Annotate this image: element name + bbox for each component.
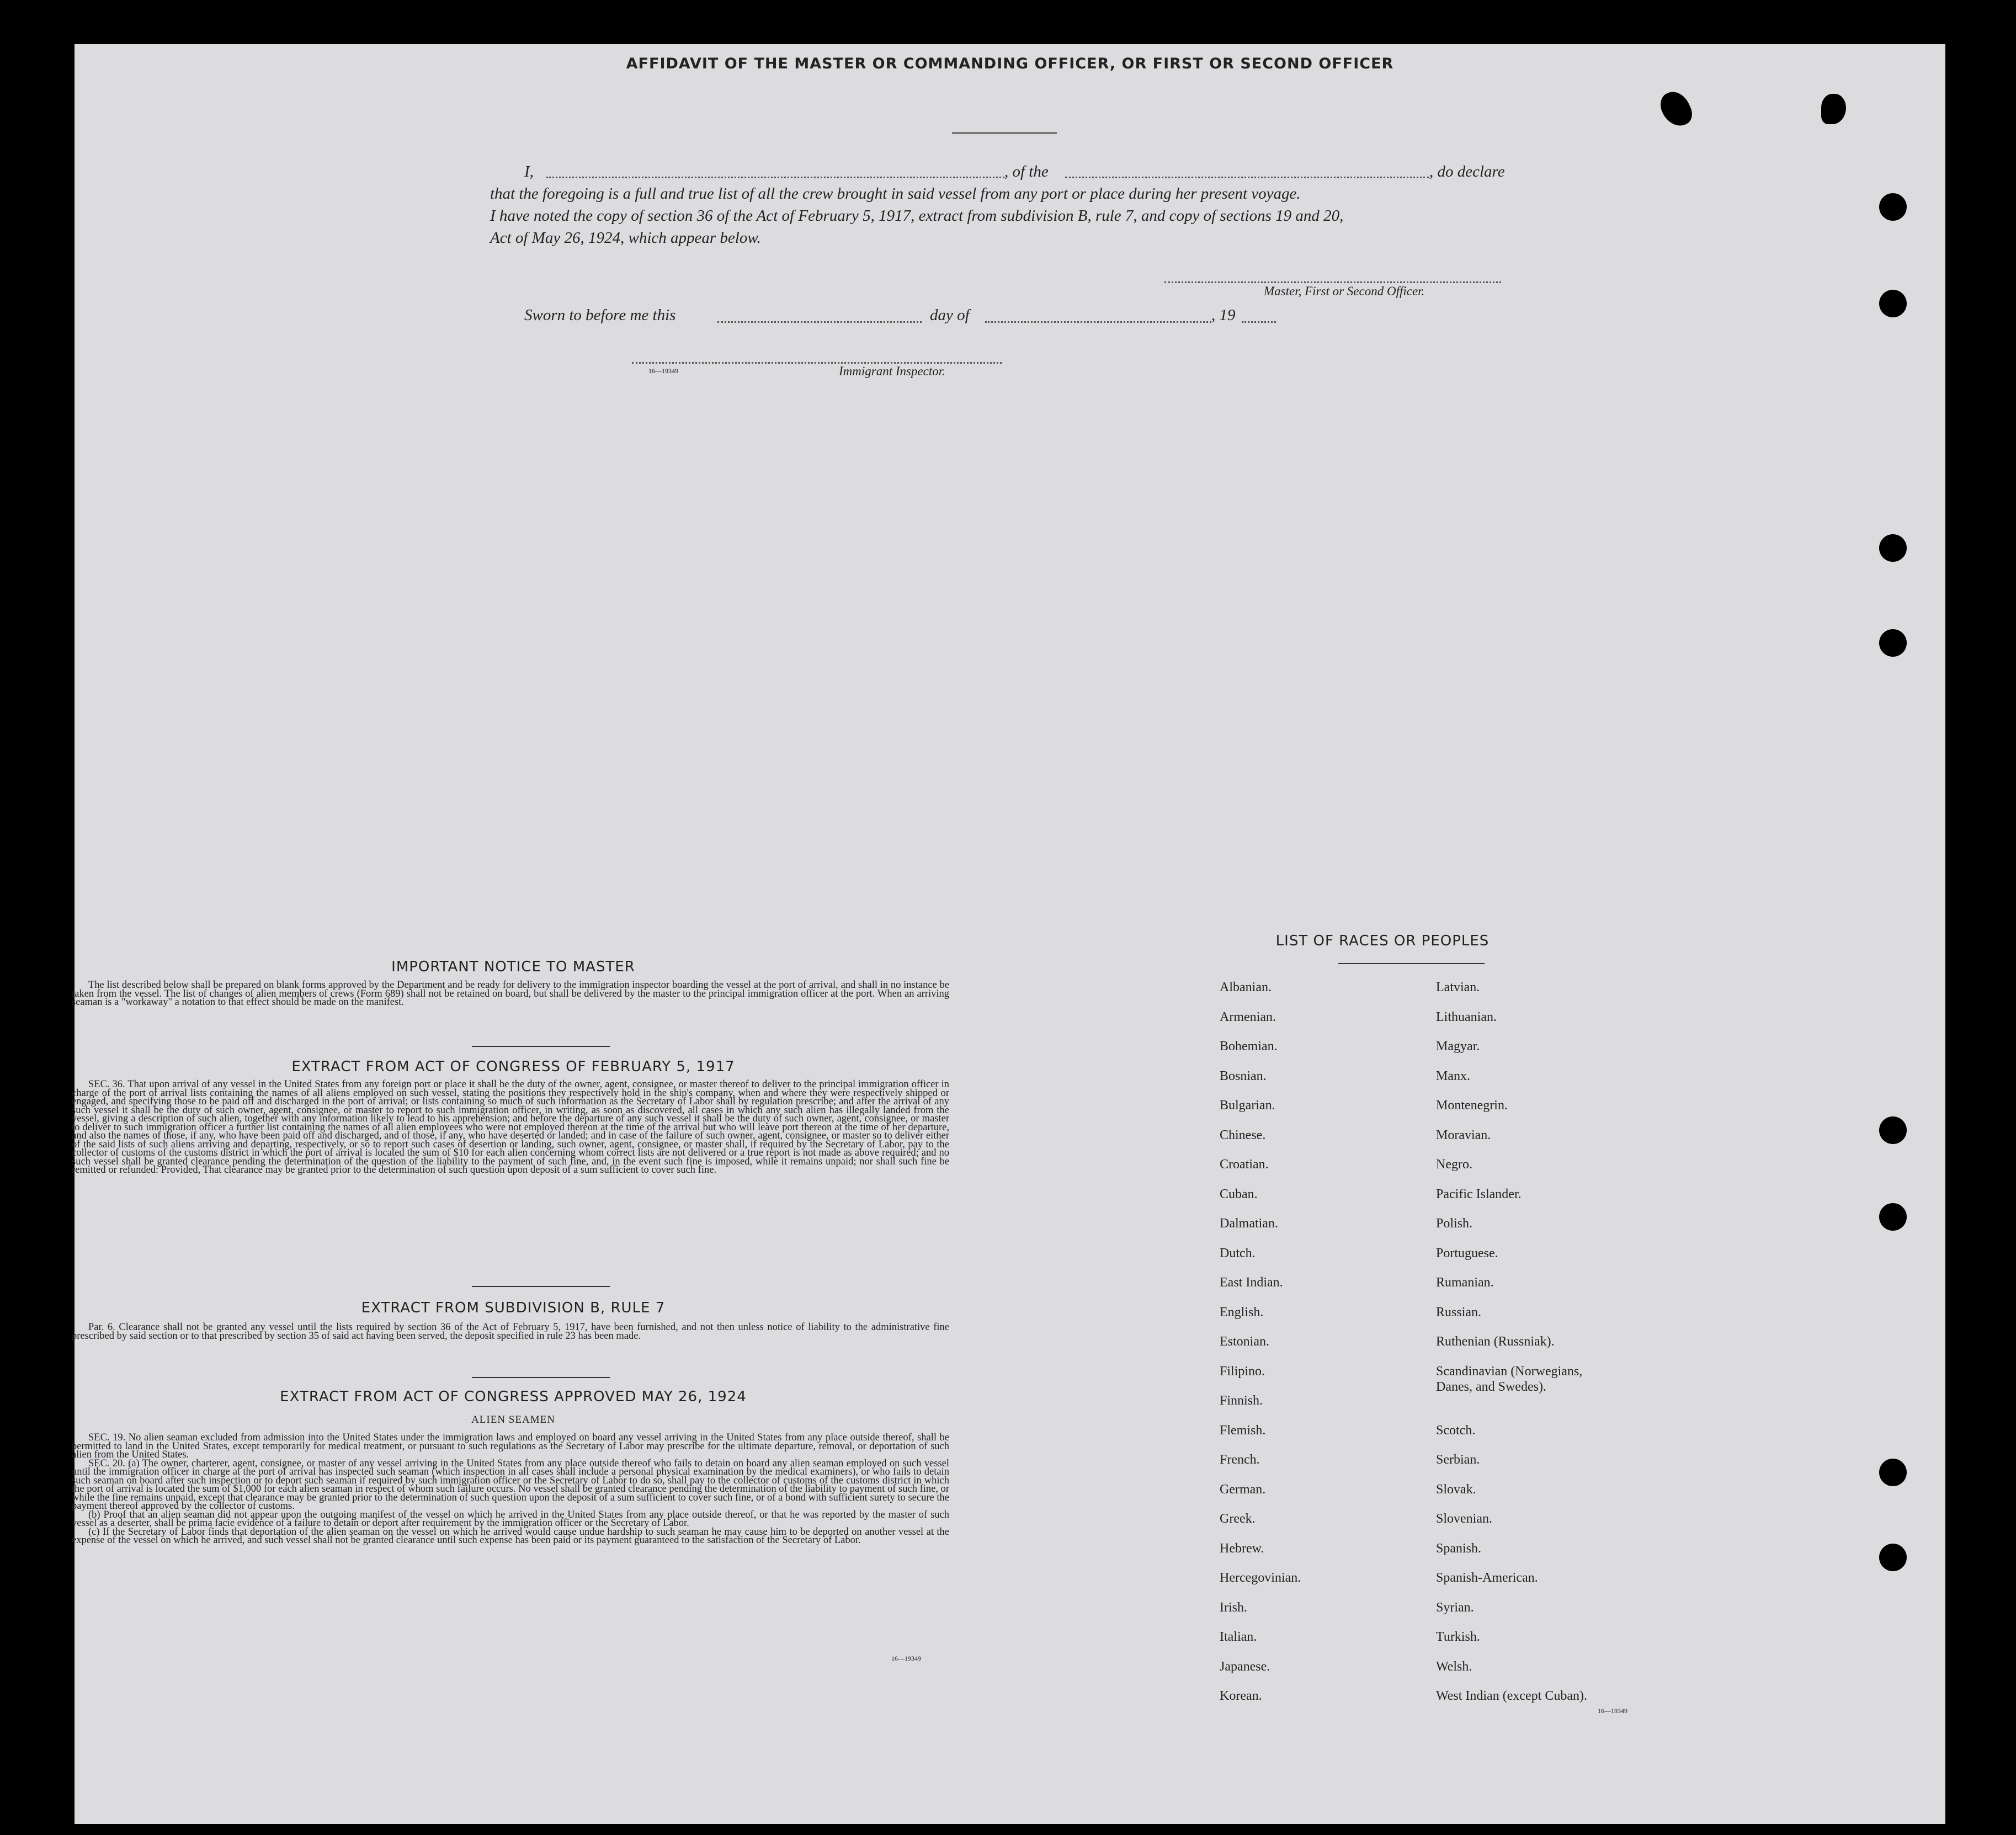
affidavit-do-declare: , do declare: [1429, 163, 1505, 180]
section-divider: [472, 1377, 610, 1378]
race-item: Magyar.: [1436, 1039, 1480, 1054]
affidavit-line-2: that the foregoing is a full and true list of all the crew brought in said vessel from any port or place during her present voyage.: [490, 185, 1301, 203]
race-item: Turkish.: [1436, 1630, 1480, 1644]
race-item: Bulgarian.: [1220, 1098, 1275, 1113]
race-item: Cuban.: [1220, 1187, 1258, 1201]
extract-1917-text: [72, 1081, 949, 1175]
race-item: Dutch.: [1220, 1246, 1256, 1260]
race-item: Moravian.: [1436, 1127, 1491, 1142]
race-item: Russian.: [1436, 1305, 1482, 1320]
punch-hole: [1879, 629, 1907, 657]
inspector-signature-line[interactable]: [632, 362, 1002, 364]
race-item: Flemish.: [1220, 1423, 1266, 1438]
section-divider: [472, 1046, 610, 1047]
notice-paragraph: The list described below shall be prepared on blank forms approved by the Department and be ready for delivery to the immigration inspector boarding the vessel at the port of arrival, and shall in no instance be taken from the vessel. The list of changes of alien members of crews (Form 689) shall not be retained on board, but shall be delivered by the master to the principal immigration officer at the port. When an arriving seaman is a "workaway" a notation to that effect should be made on the manifest.: [72, 980, 949, 1008]
sworn-year-field[interactable]: [1242, 321, 1276, 323]
par-6-paragraph: Par. 6. Clearance shall not be granted any vessel until the lists required by section 36 of the Act of February 5, 1917, have been furnished, and not then unless notice of liability to the administrative fine prescribed by said section or to that prescribed by section 35 of said act having been served, the deposit specified in rule 23 has been made.: [72, 1322, 949, 1342]
race-item: Welsh.: [1436, 1659, 1472, 1674]
race-item: Latvian.: [1436, 980, 1480, 994]
sworn-label: Sworn to before me this: [524, 306, 676, 324]
extract-1924-text: [72, 1434, 949, 1545]
race-item: Pacific Islander.: [1436, 1187, 1522, 1201]
affidavit-line-4: Act of May 26, 1924, which appear below.: [490, 229, 761, 247]
race-item: English.: [1220, 1305, 1264, 1320]
sworn-day-field[interactable]: [717, 321, 922, 323]
race-item: Lithuanian.: [1436, 1009, 1497, 1024]
notice-text: [72, 981, 949, 1007]
race-item: Finnish.: [1220, 1393, 1263, 1408]
title-divider: [952, 132, 1057, 134]
race-item: Slovak.: [1436, 1482, 1476, 1497]
race-item: Manx.: [1436, 1068, 1470, 1083]
race-item: Armenian.: [1220, 1009, 1276, 1024]
sec-19-paragraph: SEC. 19. No alien seaman excluded from admission into the United States under the immigration laws and employed on board any vessel arriving in the United States from any place outside thereof, shall be permitted to land in the United States, except temporarily for medical treatment, or pursuant to such regulations as the Secretary of Labor may prescribe for the ultimate departure, removal, or deportation of such alien from the United States.: [72, 1432, 949, 1460]
race-item: Serbian.: [1436, 1453, 1480, 1467]
punch-hole: [1879, 193, 1907, 221]
sec-20a-paragraph: SEC. 20. (a) The owner, charterer, agent, consignee, or master of any vessel arriving in the United States from any place outside thereof who fails to detain on board any alien seaman employed on such vessel until the immigration officer in charge at the port of arrival has inspected such seaman (which inspection in all cases shall include a personal physical examination by the medical examiners), or who fails to detain such seaman on board after such inspection or to deport such seaman if required by such immigration officer or the Secretary of Labor to do so, shall pay to the collector of customs of the customs district in which the port of arrival is located the sum of $1,000 for each alien seaman in respect of whom such failure occurs. No vessel shall be granted clearance pending the determination of the liability to payment of such fine, or while the fine remains unpaid, except that clearance may be granted prior to the determination of such question upon the deposit of a sum sufficient to cover such fine, or of a bond with sufficient surety to secure the payment thereof approved by the collector of customs.: [72, 1458, 949, 1512]
signature-caption: Master, First or Second Officer.: [1264, 284, 1425, 298]
race-item: Slovenian.: [1436, 1512, 1492, 1526]
race-item: Negro.: [1436, 1157, 1472, 1172]
race-item: Polish.: [1436, 1216, 1473, 1231]
race-item: Montenegrin.: [1436, 1098, 1508, 1113]
races-divider: [1338, 963, 1485, 964]
day-of-label: day of: [930, 306, 970, 324]
race-item: Italian.: [1220, 1630, 1257, 1644]
race-item: Hercegovinian.: [1220, 1571, 1301, 1585]
affidavit-of-the: , of the: [1004, 163, 1049, 180]
affidavit-line-3: I have noted the copy of section 36 of the Act of February 5, 1917, extract from subdivision B, rule 7, and copy of sections 19 and 20,: [490, 207, 1344, 225]
inspector-caption: Immigrant Inspector.: [839, 364, 945, 378]
alien-seamen-subtitle: ALIEN SEAMEN: [471, 1414, 555, 1426]
punch-hole: [1879, 290, 1907, 317]
sec-36-paragraph: SEC. 36. That upon arrival of any vessel in the United States from any foreign port or place it shall be the duty of the owner, agent, consignee, or master thereof to deliver to the principal immigration officer in charge of the port of arrival lists containing the names of all aliens employed on such vessel, stating the positions they respectively hold in the ship's company, when and where they were respectively shipped or engaged, and specifying those to be paid off and discharged in the port of arrival; or lists containing so much of such information as the Secretary of Labor shall by regulation prescribe; and after the arrival of any such vessel it shall be the duty of such owner, agent, consignee, or master to report to such immigration officer, in writing, as soon as discovered, all cases in which any such alien has illegally landed from the vessel, giving a description of such alien, together with any information likely to lead to his apprehension; and before the departure of any such vessel it shall be the duty of such owner, agent, consignee, or master to deliver to such immigration officer a further list containing the names of all alien employees who were not employed thereon at the time of the arrival but who will leave port thereon at the time of her departure, and also the names of those, if any, who have been paid off and discharged, and of those, if any, who have deserted or landed; and in case of the failure of such owner, agent, consignee, or master so to deliver either of the said lists of such aliens arriving and departing, respectively, or so to report such cases of desertion or landing, such owner, agent, consignee, or master shall, if required by the Secretary of Labor, pay to the collector of customs of the customs district in which the port of arrival is located the sum of $10 for each alien concerning whom correct lists are not delivered or a true report is not made as above required; and no such vessel shall be granted clearance pending the determination of the question of the liability to the payment of such fine, and, in the event such fine is imposed, while it remains unpaid; nor shall such fine be remitted or refunded: Provided, That clearance may be granted prior to the determination of such question upon deposit of a sum sufficient to cover such fine.: [72, 1079, 949, 1176]
extract-1924-title: EXTRACT FROM ACT OF CONGRESS APPROVED MAY 26, 1924: [280, 1389, 747, 1405]
race-item: Ruthenian (Russniak).: [1436, 1334, 1555, 1349]
race-item: Greek.: [1220, 1512, 1256, 1526]
race-item: Spanish.: [1436, 1541, 1482, 1556]
document-page: [75, 44, 1945, 1824]
race-item: Albanian.: [1220, 980, 1272, 994]
race-item: Hebrew.: [1220, 1541, 1264, 1556]
race-item: Filipino.: [1220, 1364, 1265, 1379]
race-item: Rumanian.: [1436, 1275, 1494, 1290]
races-title: LIST OF RACES OR PEOPLES: [1275, 933, 1490, 949]
race-item: Bohemian.: [1220, 1039, 1278, 1054]
affidavit-i-label: I,: [524, 163, 534, 180]
race-item: German.: [1220, 1482, 1266, 1497]
race-item: Dalmatian.: [1220, 1216, 1278, 1231]
extract-rule7-title: EXTRACT FROM SUBDIVISION B, RULE 7: [361, 1300, 666, 1316]
affidavit-title: AFFIDAVIT OF THE MASTER OR COMMANDING OFFICER, OR FIRST OR SECOND OFFICER: [626, 55, 1394, 72]
race-item: Croatian.: [1220, 1157, 1269, 1172]
race-item: Syrian.: [1436, 1600, 1474, 1615]
extract-form-number: 16—19349: [891, 1655, 921, 1662]
race-item: Spanish-American.: [1436, 1571, 1538, 1585]
punch-hole: [1879, 534, 1907, 562]
sworn-month-field[interactable]: [985, 321, 1211, 323]
punch-hole: [1879, 1116, 1907, 1144]
race-item: French.: [1220, 1453, 1260, 1467]
extract-rule7-text: [72, 1323, 949, 1341]
race-item: Portuguese.: [1436, 1246, 1498, 1260]
sec-20c-paragraph: (c) If the Secretary of Labor finds that deportation of the alien seaman on the vessel on which he arrived would cause undue hardship to such seaman he may cause him to be deported on another vessel at the expense of the vessel on which he arrived, and such vessel shall not be granted clearance until such expense has been paid or its payment guaranteed to the satisfaction of the Secretary of Labor.: [72, 1526, 949, 1546]
punch-hole: [1879, 1203, 1907, 1231]
race-item: East Indian.: [1220, 1275, 1283, 1290]
race-item: West Indian (except Cuban).: [1436, 1689, 1587, 1703]
race-item: Scotch.: [1436, 1423, 1476, 1438]
vessel-field[interactable]: [1065, 177, 1429, 178]
section-divider: [472, 1286, 610, 1287]
form-number: 16—19349: [648, 367, 678, 375]
race-item: Japanese.: [1220, 1659, 1270, 1674]
race-item: Irish.: [1220, 1600, 1247, 1615]
extract-1917-title: EXTRACT FROM ACT OF CONGRESS OF FEBRUARY 5, 1917: [291, 1059, 735, 1075]
race-item: Scandinavian (Norwegians, Danes, and Swedes).: [1436, 1364, 1583, 1394]
race-item: Bosnian.: [1220, 1068, 1267, 1083]
signature-line[interactable]: [1164, 281, 1501, 283]
race-item: Chinese.: [1220, 1127, 1266, 1142]
year-label: , 19: [1211, 306, 1236, 324]
race-item: Estonian.: [1220, 1334, 1269, 1349]
races-form-number: 16—19349: [1598, 1707, 1627, 1715]
sec-20b-paragraph: (b) Proof that an alien seaman did not appear upon the outgoing manifest of the vessel on which he arrived in the United States from any place outside thereof, or that he was reported by the master of such vessel as a deserter, shall be prima facie evidence of a failure to detain or deport after requirement by the immigration officer or the Secretary of Labor.: [72, 1509, 949, 1529]
race-item: Korean.: [1220, 1689, 1262, 1703]
punch-hole: [1879, 1459, 1907, 1486]
notice-title: IMPORTANT NOTICE TO MASTER: [391, 959, 635, 975]
name-field[interactable]: [546, 177, 1004, 178]
punch-hole: [1879, 1544, 1907, 1571]
